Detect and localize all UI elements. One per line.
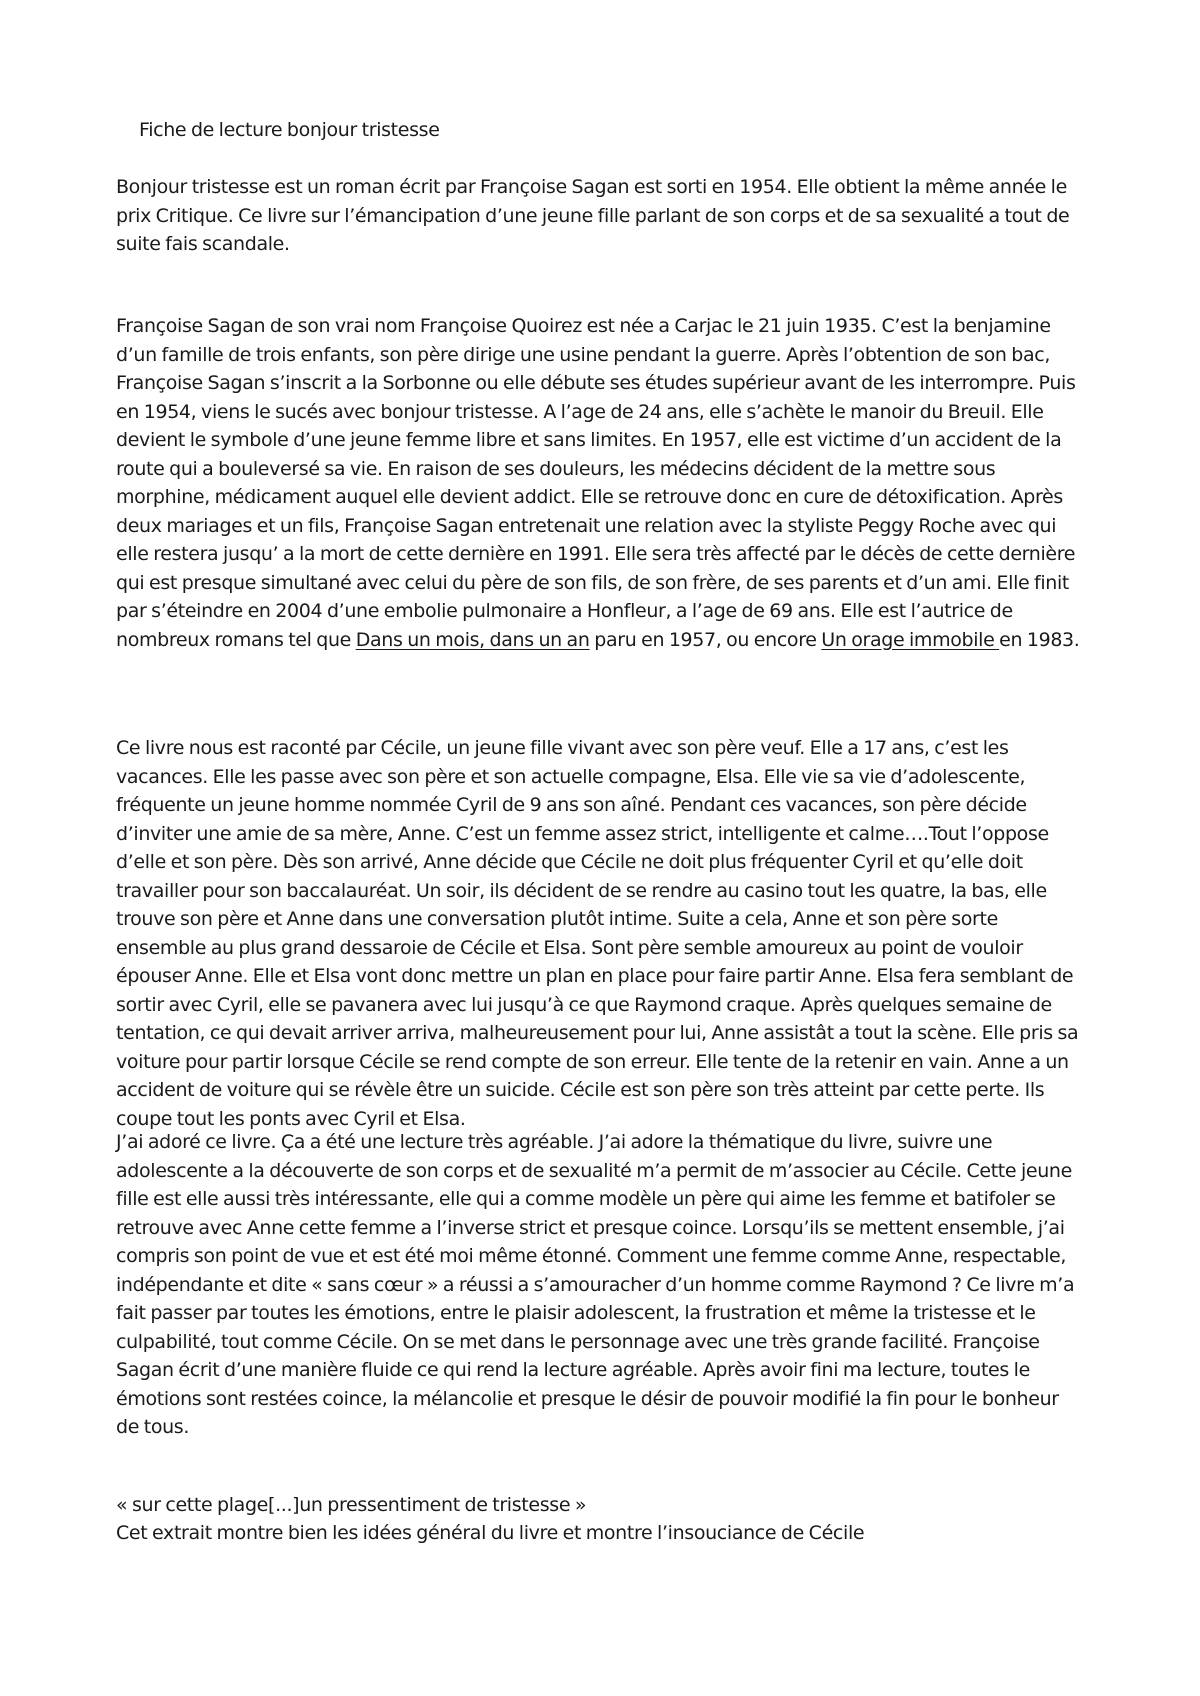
book-title-dans-un-mois: Dans un mois, dans un an <box>355 628 590 651</box>
document-title: Fiche de lecture bonjour tristesse <box>139 119 440 141</box>
quote-comment: Cet extrait montre bien les idées général du livre et montre l’insouciance de Cécile <box>116 1522 865 1544</box>
paragraph-author-biography <box>116 312 1082 654</box>
book-quote: « sur cette plage[...]un pressentiment de tristesse » <box>116 1494 587 1516</box>
paragraph-summary: Ce livre nous est raconté par Cécile, un jeune fille vivant avec son père veuf. Elle a 17 ans, c’est les vacances. Elle les passe avec son père et son actuelle compagne, Elsa. Elle vie sa vie d’adolescente, fréquente un jeune homme nommée Cyril de 9 ans son aîné. Pendant ces vacances, son père décide d’inviter une amie de sa mère, Anne. C’est un femme assez strict, intelligente et calme….Tout l’oppose d’elle et son père. Dès son arrivé, Anne décide que Cécile ne doit plus fréquenter Cyril et qu’elle doit travailler pour son baccalauréat. Un soir, ils décident de se rendre au casino tout les quatre, la bas, elle trouve son père et Anne dans une conversation plutôt intime. Suite a cela, Anne et son père sorte ensemble au plus grand dessaroie de Cécile et Elsa. Sont père semble amoureux au point de vouloir épouser Anne. Elle et Elsa vont donc mettre un plan en place pour faire partir Anne. Elsa fera semblant de sortir avec Cyril, elle se pavanera avec lui jusqu’à ce que Raymond craque. Après quelques semaine de tentation, ce qui devait arriver arriva, malheureusement pour lui, Anne assistât a tout la scène. Elle pris sa voiture pour partir lorsque Cécile se rend compte de son erreur. Elle tente de la retenir en vain. Anne a un accident de voiture qui se révèle être un suicide. Cécile est son père son très atteint par cette perte. Ils coupe tout les ponts avec Cyril et Elsa. <box>116 737 1079 1130</box>
biography-text: Françoise Sagan de son vrai nom Françoise Quoirez est née a Carjac le 21 juin 1935. C’est la benjamine d’un famille de trois enfants, son père dirige une usine pendant la guerre. Après l’obtention de son bac, Françoise Sagan s’inscrit a la Sorbonne ou elle débute ses études supérieur avant de les interrompre. Puis en 1954, viens le sucés avec bonjour tristesse. A l’age de 24 ans, elle s’achète le manoir du Breuil. Elle devient le symbole d’une jeune femme libre et sans limites. En 1957, elle est victime d’un accident de la route qui a bouleversé sa vie. En raison de ses douleurs, les médecins décident de la mettre sous morphine, médicament auquel elle devient addict. Elle se retrouve donc en cure de détoxification. Après deux mariages et un fils, Françoise Sagan entretenait une relation avec la styliste Peggy Roche avec qui elle restera jusqu’ a la mort de cette dernière en 1991. Elle sera très affecté par le décès de cette dernière qui est presque simultané avec celui du père de son fils, de son frère, de ses parents et d’un ami. Elle finit par s’éteindre en 2004 d’une embolie pulmonaire a Honfleur, a l’age de 69 ans. Elle est l’autrice de nombreux romans tel que <box>116 315 1076 651</box>
biography-end: en 1983. <box>999 628 1080 651</box>
paragraph-introduction: Bonjour tristesse est un roman écrit par Françoise Sagan est sorti en 1954. Elle obtient la même année le prix Critique. Ce livre sur l’émancipation d’une jeune fille parlant de son corps et de sa sexualité a tout de suite fais scandale. <box>116 176 1070 255</box>
book-title-un-orage-immobile: Un orage immobile <box>821 628 1000 651</box>
paragraph-opinion: J’ai adoré ce livre. Ça a été une lecture très agréable. J’ai adore la thématique du livre, suivre une adolescente a la découverte de son corps et de sexualité m’a permit de m’associer au Cécile. Cette jeune fille est elle aussi très intéressante, elle qui a comme modèle un père qui aime les femme et batifoler se retrouve avec Anne cette femme a l’inverse strict et presque coince. Lorsqu’ils se mettent ensemble, j’ai compris son point de vue et est été moi même étonné. Comment une femme comme Anne, respectable, indépendante et dite « sans cœur » a réussi a s’amouracher d’un homme comme Raymond ? Ce livre m’a fait passer par toutes les émotions, entre le plaisir adolescent, la frustration et même la tristesse et le culpabilité, tout comme Cécile. On se met dans le personnage avec une très grande facilité. Françoise Sagan écrit d’une manière fluide ce qui rend la lecture agréable. Après avoir fini ma lecture, toutes le émotions sont restées coince, la mélancolie et presque le désir de pouvoir modifié la fin pour le bonheur de tous. <box>116 1131 1075 1438</box>
biography-connector: paru en 1957, ou encore <box>589 628 822 651</box>
